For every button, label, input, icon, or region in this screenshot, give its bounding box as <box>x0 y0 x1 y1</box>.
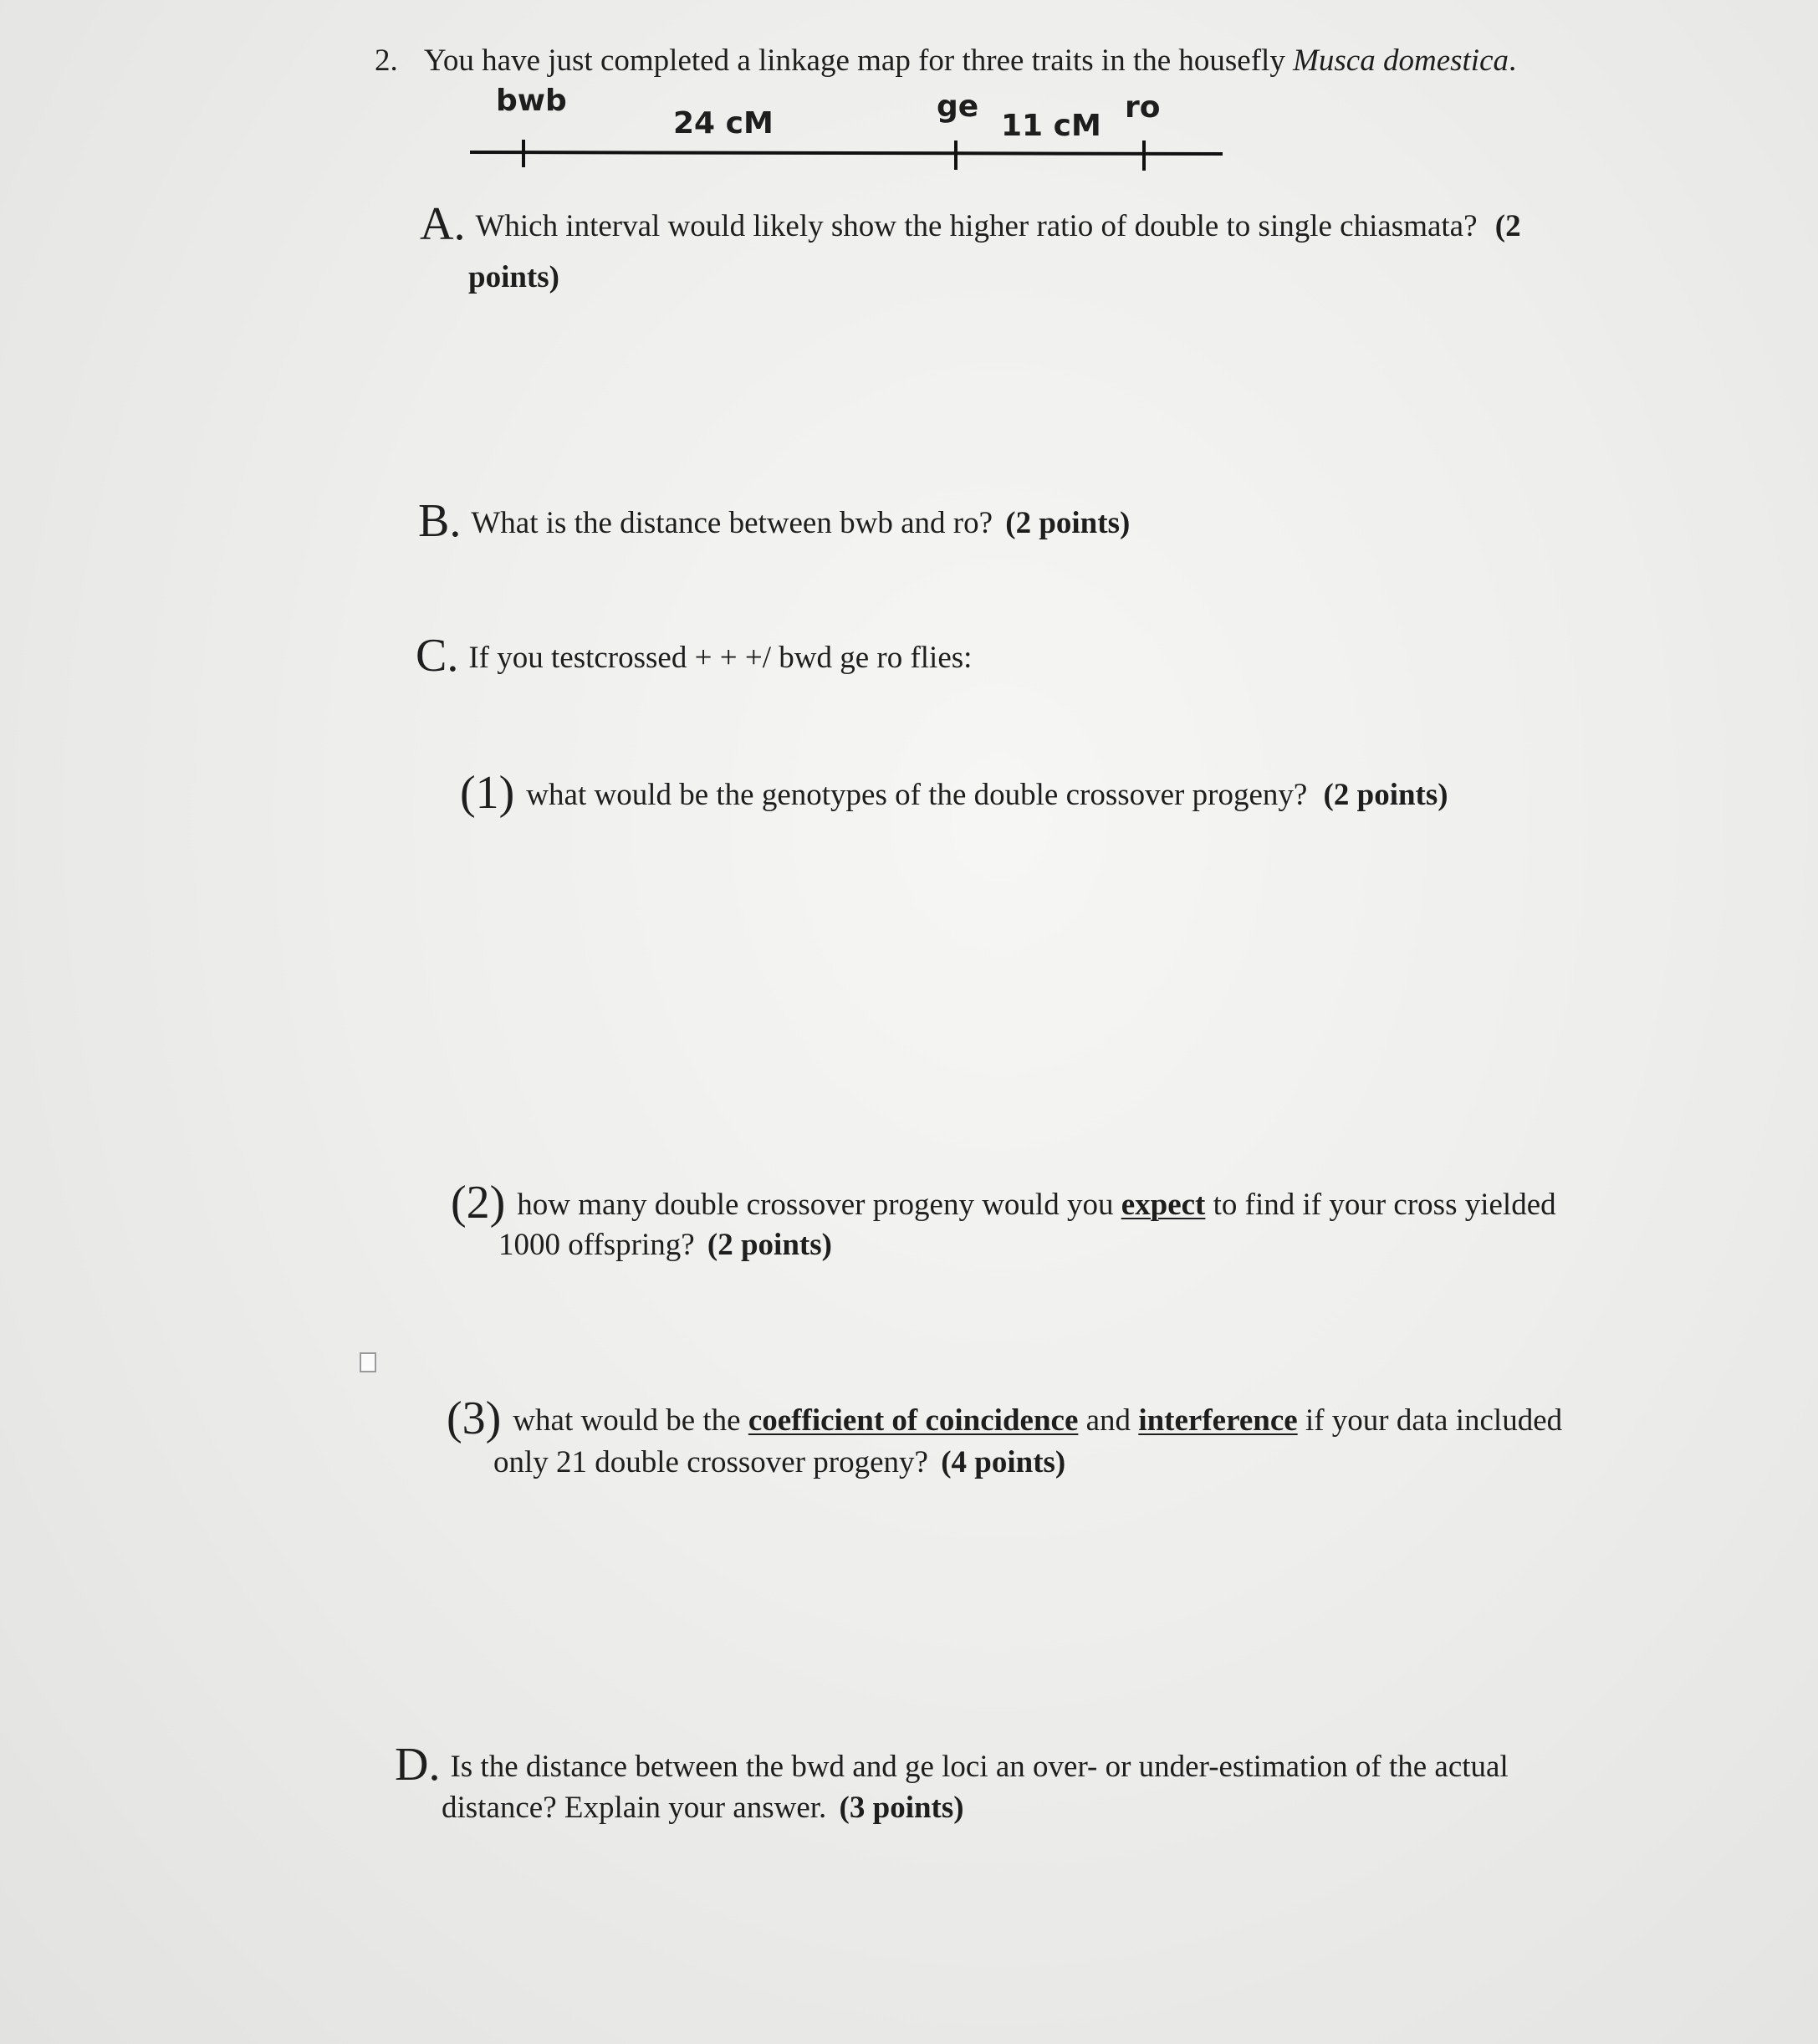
part-c-text: If you testcrossed + + +/ bwd ge ro flies: <box>468 641 973 675</box>
part-c-sub3-points: (4 points) <box>941 1445 1066 1479</box>
part-b-points: (2 points) <box>1005 506 1131 540</box>
part-d-text: Is the distance between the bwd and ge loci an over- or under-estimation of the actual <box>450 1750 1509 1784</box>
species-name: Musca domestica <box>1293 43 1509 78</box>
locus-label-ge: ge <box>937 89 979 124</box>
part-c-sub1-text: what would be the genotypes of the double crossover progeny? <box>526 778 1308 812</box>
part-c-sub2-line2 <box>498 1229 832 1260</box>
part-d-line2 <box>442 1792 964 1823</box>
part-c-sub2 <box>451 1177 1556 1229</box>
part-c <box>416 630 973 682</box>
part-c-letter: C. <box>416 630 459 682</box>
part-c-sub3-label: (3) <box>447 1392 502 1444</box>
part-b-text: What is the distance between bwb and ro? <box>471 506 993 540</box>
chromosome-line <box>0 0 1818 184</box>
question-intro: You have just completed a linkage map for three traits in the housefly <box>423 43 1285 78</box>
part-b <box>418 495 1131 547</box>
part-c-sub1-label: (1) <box>460 767 515 819</box>
part-c-sub3 <box>447 1392 1563 1444</box>
part-c-sub3-line2 <box>493 1447 1065 1478</box>
part-a-letter: A. <box>420 198 466 250</box>
question-number: 2. <box>375 43 398 78</box>
part-d-line2-text: distance? Explain your answer. <box>442 1791 827 1825</box>
part-c-sub2-text-b: to find if your cross yielded <box>1213 1188 1556 1222</box>
part-b-letter: B. <box>418 495 462 547</box>
part-c-sub3-text-c: if your data included <box>1305 1403 1563 1438</box>
question-header: 2. You have just completed a linkage map for three traits in the housefly Musca domestica. <box>375 43 1517 78</box>
part-a-points: (2 <box>1494 209 1521 243</box>
part-c-sub3-term1: coefficient of coincidence <box>748 1403 1079 1438</box>
part-a-text: Which interval would likely show the higher ratio of double to single chiasmata? <box>475 209 1478 243</box>
part-c-sub2-line2-text: 1000 offspring? <box>498 1228 695 1262</box>
part-c-sub3-text-a: what would be the <box>513 1403 741 1438</box>
part-d-points: (3 points) <box>839 1791 964 1825</box>
checkbox[interactable] <box>360 1352 376 1372</box>
locus-label-ro: ro <box>1125 90 1161 125</box>
part-a <box>420 198 1521 250</box>
locus-label-bwb: bwb <box>496 84 567 118</box>
part-c-sub3-text-b: and <box>1085 1403 1131 1438</box>
part-d-letter: D. <box>395 1739 441 1791</box>
part-c-sub2-points: (2 points) <box>707 1228 832 1262</box>
chromosome-axis <box>470 152 1223 154</box>
part-d <box>395 1739 1509 1791</box>
part-c-sub2-text-a: how many double crossover progeny would you <box>517 1188 1114 1222</box>
part-c-sub2-emphasis: expect <box>1121 1188 1206 1222</box>
part-a-points-cont: points) <box>468 260 559 294</box>
part-c-sub1-points: (2 points) <box>1323 778 1448 812</box>
part-c-sub3-term2: interference <box>1138 1403 1298 1438</box>
part-c-sub1 <box>460 767 1448 819</box>
interval-label-bwb-ge: 24 cM <box>673 106 774 141</box>
part-c-sub2-label: (2) <box>451 1177 506 1229</box>
interval-label-ge-ro: 11 cM <box>1001 109 1101 143</box>
part-c-sub3-line2-text: only 21 double crossover progeny? <box>493 1445 928 1479</box>
